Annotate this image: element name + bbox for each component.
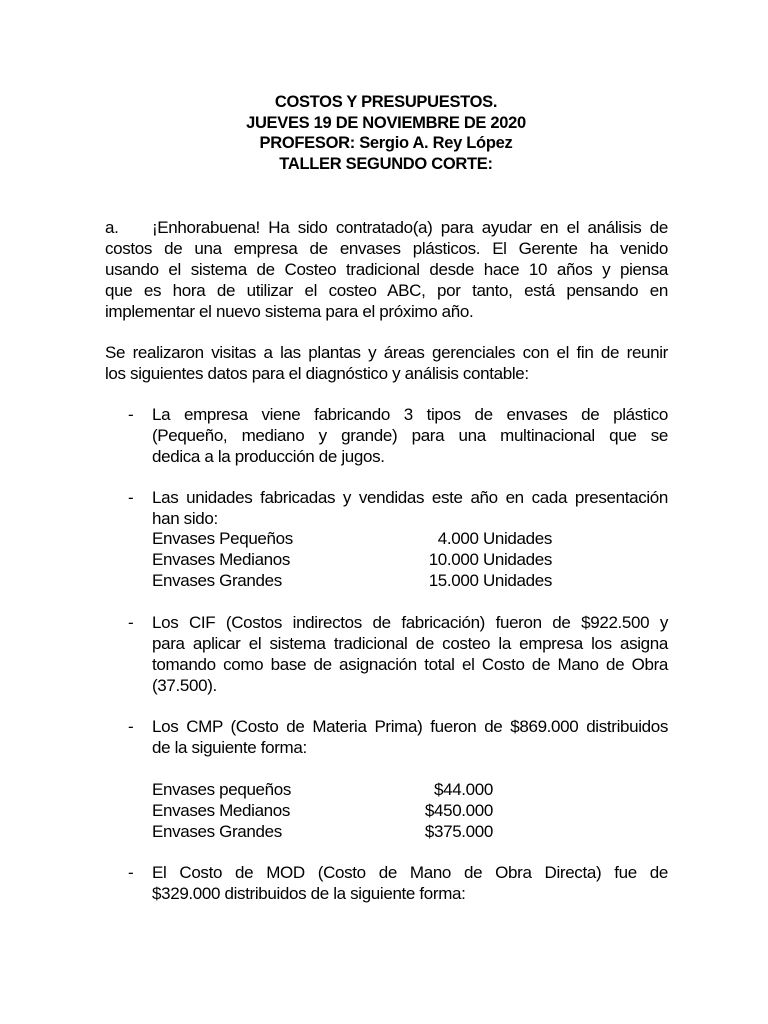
cmp-row-value: $375.000 (424, 822, 493, 841)
bullet-marker: - (128, 488, 134, 507)
bullet-item-cmp (152, 716, 668, 758)
units-row-label: Envases Grandes (152, 571, 282, 590)
cmp-row-label: Envases pequeños (152, 780, 292, 799)
text-line: El Costo de MOD (Costo de Mano de Obra Directa) fue de (152, 863, 668, 882)
text-line: Los CIF (Costos indirectos de fabricación) fueron de $922.500 y (152, 613, 668, 632)
text-line: los siguientes datos para el diagnóstico y análisis contable: (105, 364, 529, 383)
text-line: Los CMP (Costo de Materia Prima) fueron de $869.000 distribuidos (152, 717, 668, 736)
units-row-value: 15.000 Unidades (428, 571, 552, 590)
section-a-paragraph (105, 217, 668, 322)
bullet-item-mod (152, 862, 668, 904)
date-line: JUEVES 19 DE NOVIEMBRE DE 2020 (246, 113, 526, 132)
document-header (0, 92, 768, 174)
intro-paragraph (105, 342, 668, 384)
units-row-value: 10.000 Unidades (428, 550, 552, 569)
cmp-row-value: $44.000 (433, 780, 493, 799)
text-line: costos de una empresa de envases plásticos. El Gerente ha venido (105, 239, 668, 258)
text-line: Se realizaron visitas a las plantas y áreas gerenciales con el fin de reunir (105, 343, 668, 362)
bullet-marker: - (128, 405, 134, 424)
cmp-row-label: Envases Medianos (152, 801, 291, 820)
text-line: (Pequeño, mediano y grande) para una multinacional que se (152, 426, 668, 445)
text-line: han sido: (152, 509, 218, 528)
bullet-item-cif (152, 612, 668, 696)
workshop-title: TALLER SEGUNDO CORTE: (279, 154, 493, 173)
professor-line: PROFESOR: Sergio A. Rey López (259, 134, 513, 152)
text-line-content: ¡Enhorabuena! Ha sido contratado(a) para ayudar en el análisis de (152, 218, 668, 237)
text-line: Las unidades fabricadas y vendidas este año en cada presentación (152, 488, 668, 507)
bullet-marker: - (128, 613, 134, 632)
text-line: tomando como base de asignación total el Costo de Mano de Obra (152, 655, 668, 674)
bullet-marker: - (128, 717, 134, 736)
cmp-row-value: $450.000 (424, 801, 493, 820)
units-row-label: Envases Pequeños (152, 529, 293, 548)
text-line: de la siguiente forma: (152, 738, 307, 757)
bullet-marker: - (128, 863, 134, 882)
text-line: usando el sistema de Costeo tradicional desde hace 10 años y piensa (105, 260, 668, 279)
text-line: implementar el nuevo sistema para el próximo año. (105, 302, 474, 321)
text-line: $329.000 distribuidos de la siguiente forma: (152, 884, 466, 903)
cmp-row-label: Envases Grandes (152, 822, 282, 841)
text-line: (37.500). (152, 676, 217, 695)
units-row-value: 4.000 Unidades (437, 529, 552, 548)
text-line: dedica a la producción de jugos. (152, 447, 385, 466)
section-a-marker: a. (105, 218, 119, 237)
text-line (105, 217, 668, 238)
text-line: que es hora de utilizar el costeo ABC, por tanto, está pensando en (105, 281, 668, 300)
units-row-label: Envases Medianos (152, 550, 291, 569)
course-title: COSTOS Y PRESUPUESTOS. (274, 93, 498, 111)
text-line: La empresa viene fabricando 3 tipos de envases de plástico (152, 405, 668, 424)
bullet-item-products (152, 404, 668, 467)
bullet-item-units (152, 487, 668, 529)
text-line: para aplicar el sistema tradicional de costeo la empresa los asigna (152, 634, 668, 653)
